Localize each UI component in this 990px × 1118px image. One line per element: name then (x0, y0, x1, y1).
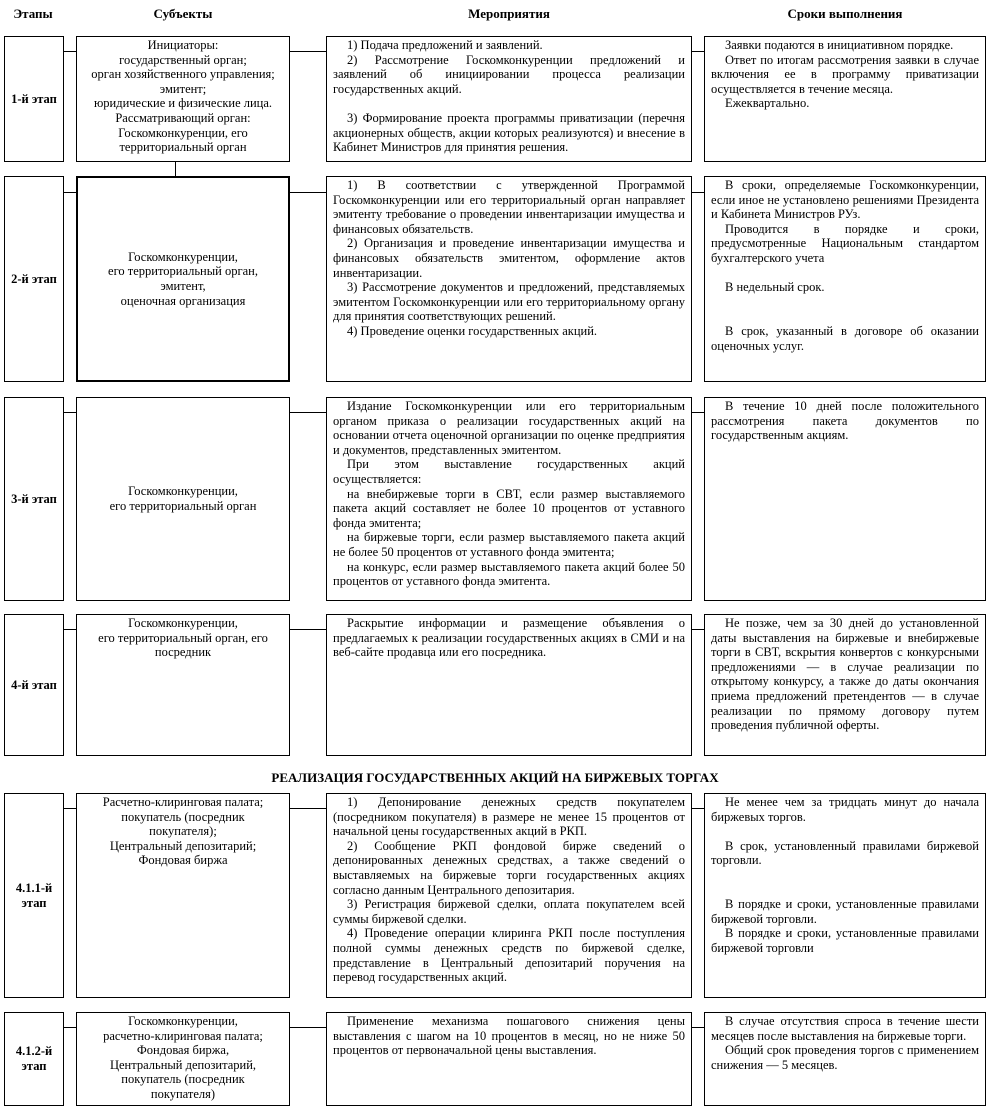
connector (64, 51, 76, 52)
term-item: Ежеквартально. (725, 96, 810, 111)
measure-item: 2) Рассмотрение Госкомконкуренции предложений и заявлений об инициировании процесса реализации государственных акций. (333, 52, 685, 96)
section-title: РЕАЛИЗАЦИЯ ГОСУДАРСТВЕННЫХ АКЦИЙ НА БИРЖЕВЫХ ТОРГАХ (271, 770, 719, 785)
measure-item: 3) Рассмотрение документов и предложений, представляемых эмитентом Госкомконкуренции или его территориальному органу для принятия соответствующих решений. (333, 280, 685, 324)
measure-item: Раскрытие информации и размещение объявления о предлагаемых к реализации государственных акциях в СМИ и на веб-сайте продавца или его посредника. (333, 616, 685, 660)
stage-label: этап (21, 895, 47, 910)
measures-cell-4-1-2 (326, 1012, 692, 1106)
term-item: Ответ по итогам рассмотрения заявки в случае включения ее в программу приватизации осуществляется в течение месяца. (711, 52, 979, 96)
term-item: В случае отсутствия спроса в течение шести месяцев после выставления на биржевые торги. (711, 1014, 979, 1043)
measures-cell-3 (326, 397, 692, 601)
term-item: В сроки, определяемые Госкомконкуренции, если иное не установлено решениями Президента и Кабинета Министров РУз. (711, 178, 979, 222)
term-item: Не менее чем за тридцать минут до начала биржевых торгов. (711, 795, 979, 824)
subject-line: покупатель (посредник (121, 1072, 245, 1087)
subject-line: Госкомконкуренции, его (118, 125, 248, 140)
subject-line: его территориальный орган, его (98, 630, 268, 645)
subject-line: Фондовая биржа, (136, 1043, 230, 1058)
measure-item: При этом выставление государственных акций осуществляется: (333, 457, 685, 486)
measure-item: на конкурс, если размер выставляемого пакета акций более 50 процентов от уставного фонда эмитента. (333, 559, 685, 589)
term-item: В недельный срок. (725, 280, 825, 295)
connector (290, 1027, 326, 1028)
subjects-cell-3 (76, 397, 290, 601)
subject-line: территориальный орган (119, 140, 247, 155)
stage-label: этап (21, 1059, 47, 1073)
terms-cell-4 (704, 614, 986, 756)
measure-item: на биржевые торги, если размер выставляемого пакета акций не более 50 процентов от уставного фонда эмитента; (333, 530, 685, 559)
subject-line: покупателя); (149, 824, 217, 839)
term-item: Заявки подаются в инициативном порядке. (725, 38, 954, 52)
stage-4: 4-й этап (4, 614, 64, 756)
subject-line: его территориальный орган (109, 499, 257, 513)
subject-line: расчетно-клиринговая палата; (103, 1028, 263, 1043)
connector (290, 808, 326, 809)
subject-line: Госкомконкуренции, (128, 1014, 238, 1028)
term-item: В срок, установленный правилами биржевой торговли. (711, 838, 979, 868)
measure-item: 2) Сообщение РКП фондовой бирже сведений о депонированных денежных средствах, а также сведений о выставляемых на биржевые торги государственных акциях согласно данным Центрального депозитария. (333, 838, 685, 897)
term-item: В течение 10 дней после положительного рассмотрения пакета документов по государственным акциям. (711, 399, 979, 443)
connector (64, 808, 76, 809)
subject-line: Центральный депозитарий; (109, 838, 257, 853)
subject-line: посредник (154, 645, 212, 660)
term-item: Не позже, чем за 30 дней до установленной даты выставления на биржевые и внебиржевые торги в СВТ, вскрытия конвертов с конкурсными предложениями — в случае реализации по открытому конкурсу, а также до даты окончания приема предложений претендентов — в случае реализации по прямому договору путем проведения публичной оферты. (711, 616, 979, 733)
subjects-cell-4 (76, 614, 290, 756)
stage-label: 4.1.2-й (15, 1044, 53, 1058)
subject-line: Фондовая биржа (138, 853, 228, 868)
connector (692, 192, 704, 193)
term-item: Общий срок проведения торгов с применением снижения — 5 месяцев. (711, 1043, 979, 1072)
measure-item: Издание Госкомконкуренции или его территориальным органом приказа о реализации государственных акций на основании отчета оценочной организации по оценке предприятия и документов, представленных эмитентом. (333, 399, 685, 457)
measure-item: 1) В соответствии с утвержденной Программой Госкомконкуренции или его территориальный орган направляет эмитенту требование о проведении инвентаризации имущества и финансовых обязательств. (333, 178, 685, 236)
connector (290, 51, 326, 52)
term-item: Проводится в порядке и сроки, предусмотренные Национальным стандартом бухгалтерского учета (711, 221, 979, 265)
stage-1: 1-й этап (4, 36, 64, 162)
measure-item: 1) Депонирование денежных средств покупателем (посредником покупателя) в размере не менее 15 процентов от начальной цены государственных акций в РКП. (333, 795, 685, 839)
term-item: В срок, указанный в договоре об оказании оценочных услуг. (711, 323, 979, 353)
stage-label: 4.1.1-й (15, 880, 53, 895)
subject-line: Госкомконкуренции, (128, 616, 238, 630)
subject-line: государственный орган; (119, 52, 247, 67)
subject-line: Расчетно-клиринговая палата; (102, 795, 264, 809)
measure-item: 1) Подача предложений и заявлений. (347, 38, 543, 52)
connector (64, 1027, 76, 1028)
connector (692, 1027, 704, 1028)
stage-4-1-1 (4, 793, 64, 998)
subject-line: юридические и физические лица. (93, 96, 273, 111)
subject-line: его территориальный орган, (108, 264, 258, 279)
connector (692, 412, 704, 413)
subjects-cell-1 (76, 36, 290, 162)
stage-4-1-2 (4, 1012, 64, 1106)
stage-2: 2-й этап (4, 176, 64, 382)
term-item: В порядке и сроки, установленные правилами биржевой торговли (711, 926, 979, 955)
subjects-cell-4-1-1 (76, 793, 290, 998)
measure-item: 2) Организация и проведение инвентаризации имущества и финансовых обязательств эмитентом, оформление актов инвентаризации. (333, 236, 685, 280)
header-measures: Мероприятия (468, 6, 550, 21)
measure-item: 3) Регистрация биржевой сделки, оплата покупателем всей суммы биржевой сделки. (333, 897, 685, 926)
connector (692, 51, 704, 52)
connector (64, 629, 76, 630)
subjects-cell-4-1-2 (76, 1012, 290, 1106)
header-subjects: Субъекты (153, 6, 213, 21)
measure-item: 4) Проведение операции клиринга РКП после поступления полной суммы денежных средств по биржевой сделке, представление в Центральный депозитарий поручения на перевод государственных акций. (333, 926, 685, 985)
connector (175, 162, 176, 176)
connector (290, 629, 326, 630)
subject-line: Рассматривающий орган: (115, 110, 251, 125)
measure-item: 4) Проведение оценки государственных акций. (347, 323, 598, 338)
subject-line: Центральный депозитарий, (109, 1057, 257, 1072)
subjects-cell-2 (76, 176, 290, 382)
subject-line: орган хозяйственного управления; (91, 67, 275, 82)
subject-line: покупатель (посредник (121, 809, 245, 824)
subject-line: эмитент, (160, 279, 206, 293)
connector (692, 808, 704, 809)
subject-line: Госкомконкуренции, (128, 249, 238, 264)
subject-line: покупателя) (150, 1086, 216, 1101)
term-item: В порядке и сроки, установленные правилами биржевой торговли. (711, 897, 979, 926)
connector (290, 412, 326, 413)
connector (692, 629, 704, 630)
terms-cell-4-1-2 (704, 1012, 986, 1106)
stage-3: 3-й этап (4, 397, 64, 601)
terms-cell-1 (704, 36, 986, 162)
connector (64, 192, 76, 193)
measure-item: на внебиржевые торги в СВТ, если размер выставляемого пакета акций составляет не более 10 процентов от уставного фонда эмитента; (333, 486, 685, 530)
connector (290, 192, 326, 193)
subject-line: Госкомконкуренции, (128, 484, 238, 499)
measures-cell-4 (326, 614, 692, 756)
terms-cell-4-1-1 (704, 793, 986, 998)
measures-cell-2 (326, 176, 692, 382)
header-stages: Этапы (13, 6, 53, 21)
measure-item: 3) Формирование проекта программы приватизации (перечня акционерных обществ, акции которых реализуются) и внесение в Кабинет Министров для принятия решения. (333, 110, 685, 155)
terms-cell-2 (704, 176, 986, 382)
subject-line: эмитент; (159, 81, 207, 96)
terms-cell-3 (704, 397, 986, 601)
measures-cell-4-1-1 (326, 793, 692, 998)
connector (64, 412, 76, 413)
measure-item: Применение механизма пошагового снижения цены выставления с шагом на 10 процентов в месяц, но не ниже 50 процентов от первоначальной цены выставления. (333, 1014, 685, 1058)
measures-cell-1 (326, 36, 692, 162)
subject-line: оценочная организация (120, 293, 246, 308)
subject-line: Инициаторы: (147, 38, 219, 52)
header-terms: Сроки выполнения (787, 6, 903, 21)
